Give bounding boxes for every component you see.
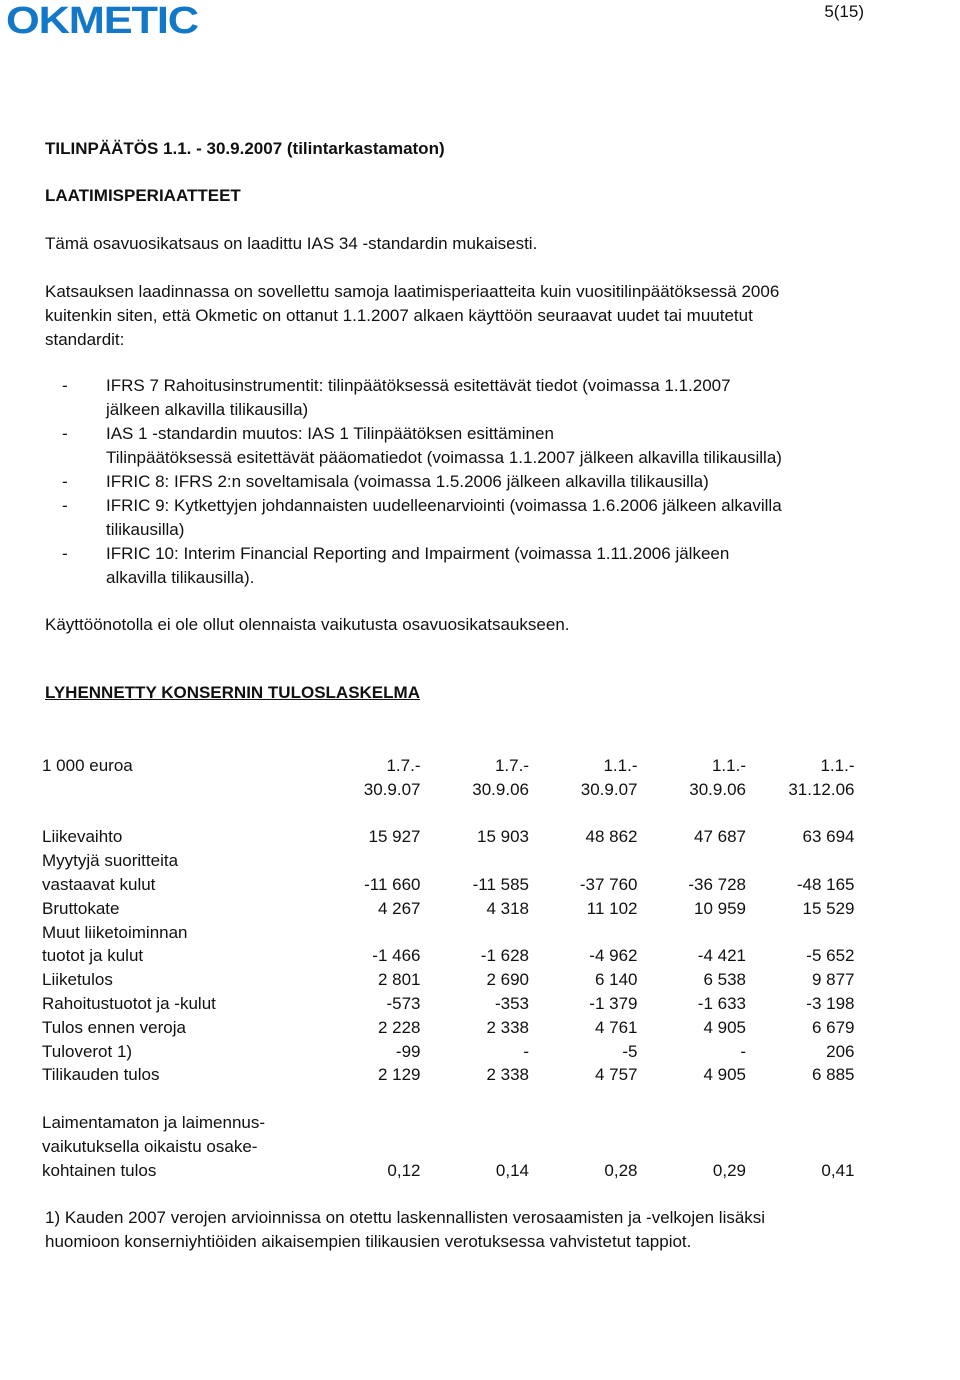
table-cell: 206 — [826, 1041, 855, 1061]
column-header: 30.9.06 — [472, 779, 529, 799]
list-item-line: IFRIC 8: IFRS 2:n soveltamisala (voimassa 1.5.2006 jälkeen alkavilla tilikausilla) — [106, 472, 709, 491]
eps-row — [40, 1159, 855, 1183]
column-header: 31.12.06 — [788, 779, 855, 799]
table-cell: -36 728 — [688, 874, 746, 894]
table-cell: -99 — [395, 1041, 421, 1061]
table-cell — [421, 849, 530, 873]
table-cell — [746, 849, 855, 873]
table-cell: -3 198 — [806, 993, 855, 1013]
footnote-line: 1) Kauden 2007 verojen arvioinnissa on otettu laskennallisten verosaamisten ja -velkojen lisäksi — [45, 1208, 766, 1227]
bullet-dash: - — [62, 424, 68, 443]
bullet-dash: - — [62, 472, 68, 491]
list-item — [62, 374, 782, 422]
table-cell: - — [523, 1041, 529, 1061]
table-cell: 9 877 — [811, 970, 855, 990]
list-item-line: alkavilla tilikausilla). — [106, 568, 255, 587]
column-header-row — [40, 754, 855, 778]
table-cell: 6 679 — [811, 1017, 855, 1037]
list-item — [62, 542, 782, 590]
table-row — [40, 873, 855, 897]
table-cell: 48 862 — [585, 827, 638, 847]
column-header-row — [40, 778, 855, 802]
table-row-label: vaikutuksella oikaistu osake- — [42, 1136, 258, 1156]
paragraph-line: kuitenkin siten, että Okmetic on ottanut 1.1.2007 alkaen käyttöön seuraavat uudet tai muutetut — [45, 306, 753, 325]
table-row-label: Liiketulos — [42, 970, 113, 990]
table-row-label: Laimentamaton ja laimennus- — [42, 1112, 266, 1132]
paragraph-standards-intro — [45, 280, 779, 352]
table-cell: - — [740, 1041, 746, 1061]
table-row-label: Myytyjä suoritteita — [42, 851, 179, 871]
table-cell: 0,29 — [712, 1160, 746, 1180]
table-cell: 2 338 — [486, 1017, 529, 1037]
table-cell — [638, 849, 747, 873]
table-cell — [421, 921, 530, 945]
table-row — [40, 1063, 855, 1087]
table-cell — [312, 849, 421, 873]
column-header: 1.7.- — [494, 756, 529, 775]
list-item — [62, 470, 782, 494]
table-row-label: Tilikauden tulos — [42, 1065, 160, 1085]
table-row-label: Tulos ennen veroja — [42, 1017, 186, 1037]
paragraph-no-impact: Käyttöönotolla ei ole ollut olennaista vaikutusta osavuosikatsaukseen. — [45, 615, 570, 634]
list-item-line: IFRIC 10: Interim Financial Reporting and Impairment (voimassa 1.11.2006 jälkeen — [106, 544, 730, 563]
paragraph-ias34: Tämä osavuosikatsaus on laadittu IAS 34 -standardin mukaisesti. — [45, 234, 538, 253]
table-cell: -5 — [622, 1041, 638, 1061]
table-cell: 47 687 — [694, 827, 746, 847]
table-cell: 2 338 — [486, 1065, 529, 1085]
column-header: 1.7.- — [386, 756, 421, 775]
table-cell: 4 761 — [594, 1017, 638, 1037]
table-row-label: Liikevaihto — [42, 827, 123, 847]
list-item-line: IAS 1 -standardin muutos: IAS 1 Tilinpäätöksen esittäminen — [106, 424, 554, 443]
table-row — [40, 921, 855, 945]
table-cell: 10 959 — [694, 898, 746, 918]
table-cell: -353 — [494, 993, 529, 1013]
table-cell: -48 165 — [796, 874, 855, 894]
table-cell: -4 962 — [589, 946, 638, 966]
table-row — [40, 849, 855, 873]
table-row-label: Muut liiketoiminnan — [42, 922, 188, 942]
table-cell: 63 694 — [802, 827, 855, 847]
table-cell — [529, 921, 638, 945]
eps-row — [40, 1135, 855, 1159]
table-row — [40, 1016, 855, 1040]
list-item-line: IFRS 7 Rahoitusinstrumentit: tilinpäätöksessä esitettävät tiedot (voimassa 1.1.2007 — [106, 376, 731, 395]
table-cell: 6 140 — [594, 970, 638, 990]
table-cell: 2 129 — [377, 1065, 421, 1085]
table-cell: 4 905 — [703, 1017, 746, 1037]
footnote — [45, 1206, 765, 1254]
logo-text: OKMETIC — [6, 0, 199, 40]
table-row — [40, 968, 855, 992]
table-cell: -1 633 — [697, 993, 746, 1013]
list-item-line: jälkeen alkavilla tilikausilla) — [106, 400, 309, 419]
unit-label: 1 000 euroa — [42, 756, 133, 775]
table-cell: 4 905 — [703, 1065, 746, 1085]
column-header: 30.9.07 — [363, 779, 421, 799]
table-cell: 4 267 — [377, 898, 421, 918]
table-cell: -1 379 — [589, 993, 638, 1013]
column-header: 30.9.06 — [689, 779, 746, 799]
bullet-dash: - — [62, 376, 68, 395]
page-number: 5(15) — [824, 2, 864, 21]
column-header: 1.1.- — [603, 756, 638, 775]
bullet-dash: - — [62, 544, 68, 563]
table-cell: -573 — [386, 993, 421, 1013]
column-header: 30.9.07 — [580, 779, 638, 799]
table-row-label: vastaavat kulut — [42, 874, 156, 894]
table-cell: 2 228 — [377, 1017, 421, 1037]
table-cell: 2 801 — [377, 970, 421, 990]
column-header: 1.1.- — [820, 756, 855, 775]
document-title: TILINPÄÄTÖS 1.1. - 30.9.2007 (tilintarkastamaton) — [45, 139, 445, 158]
list-item-line: Tilinpäätöksessä esitettävät pääomatiedot (voimassa 1.1.2007 jälkeen alkavilla tilikausilla) — [106, 448, 782, 467]
table-cell: -5 652 — [806, 946, 855, 966]
table-cell: 4 757 — [594, 1065, 638, 1085]
table-cell — [638, 921, 747, 945]
list-item — [62, 494, 782, 542]
table-row-label: tuotot ja kulut — [42, 946, 144, 966]
eps-row — [40, 1111, 855, 1135]
table-cell: 11 102 — [586, 898, 638, 918]
table-cell: 0,41 — [821, 1160, 855, 1180]
table-row — [40, 944, 855, 968]
paragraph-line: standardit: — [45, 330, 125, 349]
table-cell: -1 628 — [480, 946, 529, 966]
table-row-label: Bruttokate — [42, 898, 120, 918]
table-row-label: Tuloverot 1) — [42, 1041, 133, 1061]
table-cell: 2 690 — [486, 970, 529, 990]
table-cell — [529, 849, 638, 873]
section-heading-principles: LAATIMISPERIAATTEET — [45, 186, 241, 205]
list-item-line: tilikausilla) — [106, 520, 185, 539]
income-statement-table — [40, 754, 855, 1182]
table-cell: 0,14 — [495, 1160, 529, 1180]
table-row — [40, 897, 855, 921]
list-item-line: IFRIC 9: Kytkettyjen johdannaisten uudelleenarviointi (voimassa 1.6.2006 jälkeen alkavilla — [106, 496, 782, 515]
table-cell: -1 466 — [372, 946, 421, 966]
standards-list — [62, 374, 782, 590]
table-cell: -37 760 — [579, 874, 638, 894]
bullet-dash: - — [62, 496, 68, 515]
column-header: 1.1.- — [711, 756, 746, 775]
table-cell: 0,12 — [387, 1160, 421, 1180]
table-cell — [312, 921, 421, 945]
footnote-line: huomioon konserniyhtiöiden aikaisempien tilikausien verotuksessa vahvistetut tappiot. — [45, 1232, 692, 1251]
paragraph-line: Katsauksen laadinnassa on sovellettu samoja laatimisperiaatteita kuin vuositilinpäätöksessä 2006 — [45, 282, 780, 301]
table-cell: 6 885 — [811, 1065, 855, 1085]
table-cell: 15 903 — [477, 827, 529, 847]
table-cell: -11 660 — [364, 874, 421, 894]
table-cell: 4 318 — [486, 898, 529, 918]
table-cell: 6 538 — [703, 970, 746, 990]
okmetic-logo — [6, 0, 202, 40]
income-statement-heading: LYHENNETTY KONSERNIN TULOSLASKELMA — [45, 683, 420, 702]
table-row — [40, 992, 855, 1016]
table-cell: -4 421 — [697, 946, 746, 966]
table-row-label: kohtainen tulos — [42, 1160, 157, 1180]
table-cell — [746, 921, 855, 945]
table-row — [40, 825, 855, 849]
list-item — [62, 422, 782, 470]
table-row — [40, 1040, 855, 1064]
table-row-label: Rahoitustuotot ja -kulut — [42, 993, 216, 1013]
table-cell: 15 927 — [368, 827, 421, 847]
table-cell: 15 529 — [802, 898, 855, 918]
table-cell: -11 585 — [472, 874, 529, 894]
table-cell: 0,28 — [604, 1160, 638, 1180]
